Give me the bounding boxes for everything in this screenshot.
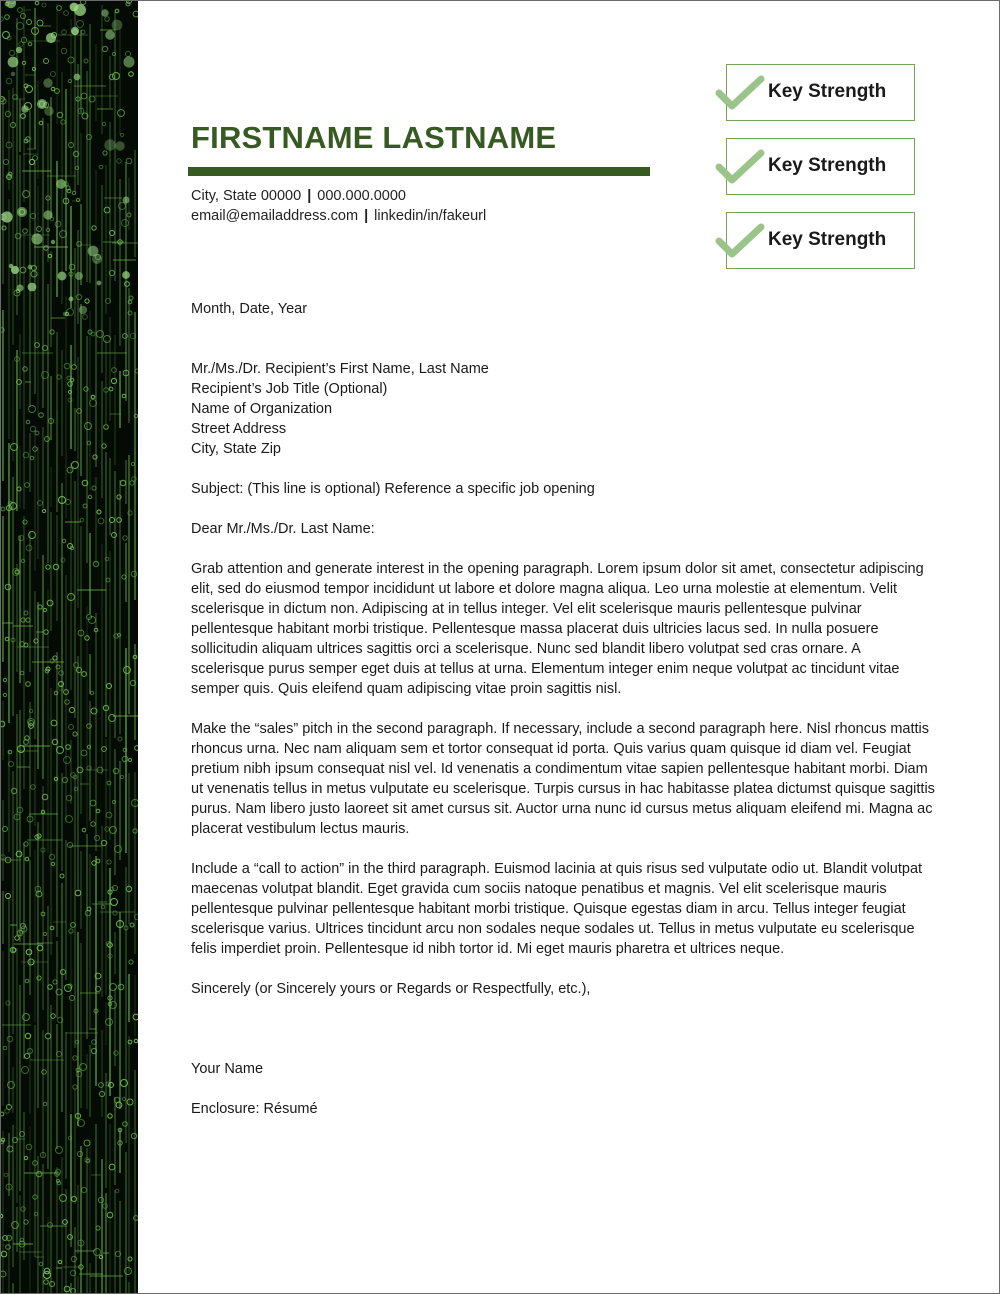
circuit-trace	[31, 271, 37, 277]
circuit-trace	[68, 79, 71, 82]
circuit-trace	[29, 406, 36, 413]
circuit-trace	[26, 420, 30, 424]
circuit-trace	[43, 608, 46, 611]
circuit-trace	[1, 211, 12, 222]
circuit-trace	[44, 1272, 51, 1279]
circuit-trace	[62, 30, 67, 35]
circuit-trace	[35, 431, 39, 435]
contact-line-1	[191, 186, 486, 206]
circuit-trace	[11, 72, 16, 77]
circuit-trace	[93, 455, 97, 459]
contact-line-2	[191, 206, 486, 226]
circuit-trace	[76, 198, 79, 201]
circuit-trace	[55, 221, 61, 227]
circuit-trace	[92, 226, 96, 230]
circuit-trace	[71, 27, 79, 35]
circuit-trace	[74, 74, 81, 81]
circuit-trace	[119, 203, 126, 210]
circuit-trace	[123, 197, 130, 204]
circuit-trace	[122, 394, 126, 398]
circuit-trace	[43, 210, 52, 219]
circuit-trace	[71, 1256, 76, 1261]
circuit-trace	[79, 306, 87, 314]
circuit-trace	[67, 467, 73, 473]
circuit-trace	[105, 17, 110, 22]
circuit-trace	[26, 618, 30, 622]
circuit-trace	[20, 267, 26, 273]
check-icon	[715, 75, 765, 111]
circuit-trace	[69, 725, 74, 730]
circuit-trace	[64, 757, 71, 764]
circuit-trace	[44, 106, 54, 116]
circuit-trace	[75, 890, 81, 896]
enclosure-line: Enclosure: Résumé	[191, 1101, 318, 1117]
circuit-trace	[127, 1099, 133, 1105]
circuit-trace	[46, 33, 56, 43]
circuit-trace	[63, 312, 68, 317]
circuit-trace	[113, 768, 118, 773]
circuit-trace	[115, 9, 119, 13]
circuit-trace	[35, 1, 39, 5]
circuit-trace	[23, 520, 27, 524]
circuit-trace	[103, 151, 107, 155]
circuit-trace	[3, 159, 8, 164]
circuit-trace	[31, 233, 42, 244]
circuit-trace	[106, 812, 112, 818]
circuit-trace	[3, 1046, 7, 1050]
circuit-trace	[37, 227, 42, 232]
circuit-trace	[135, 369, 138, 373]
circuit-trace	[118, 737, 122, 741]
circuit-trace	[84, 59, 88, 63]
circuit-trace	[133, 11, 138, 17]
circuit-trace	[1, 17, 3, 22]
circuit-trace	[42, 1070, 47, 1075]
circuit-trace	[130, 923, 134, 927]
key-strength-label: Key Strength	[768, 155, 887, 176]
circuit-trace	[107, 684, 112, 689]
circuit-trace	[3, 693, 6, 696]
circuit-trace	[16, 47, 22, 53]
circuit-trace	[26, 1144, 32, 1150]
circuit-trace	[92, 254, 102, 264]
circuit-trace	[111, 899, 118, 906]
circuit-trace	[24, 611, 28, 615]
circuit-trace	[21, 14, 26, 19]
circuit-trace	[94, 1249, 101, 1256]
circuit-trace	[43, 78, 52, 87]
circuit-trace	[97, 281, 102, 286]
circuit-trace	[111, 378, 116, 383]
circuit-trace	[96, 809, 100, 813]
circuit-trace	[104, 425, 109, 430]
circuit-trace	[122, 271, 130, 279]
circuit-trace	[26, 949, 32, 955]
circuit-trace	[26, 86, 33, 93]
circuit-trace	[131, 1133, 136, 1138]
circuit-trace	[12, 1222, 19, 1229]
circuit-trace	[29, 532, 36, 539]
circuit-trace	[69, 264, 75, 270]
key-strength-box	[726, 212, 915, 269]
applicant-name: FIRSTNAME LASTNAME	[191, 120, 557, 155]
circuit-trace	[105, 30, 115, 40]
circuit-trace	[51, 87, 55, 91]
circuit-trace	[51, 862, 54, 865]
circuit-trace	[70, 3, 79, 12]
circuit-trace	[117, 633, 120, 636]
circuit-trace	[26, 545, 32, 551]
circuit-trace	[69, 297, 74, 302]
name-underline	[188, 167, 650, 176]
circuit-trace	[3, 32, 10, 39]
circuit-trace	[16, 284, 23, 291]
circuit-trace	[70, 996, 75, 1001]
circuit-trace	[122, 1097, 125, 1100]
circuit-trace	[1, 1251, 7, 1257]
circuit-trace	[112, 800, 115, 803]
circuit-trace	[96, 1226, 100, 1230]
circuit-trace	[110, 827, 117, 834]
circuit-trace	[89, 617, 96, 624]
circuit-trace	[112, 368, 117, 373]
circuit-trace	[112, 52, 115, 55]
circuit-trace	[123, 56, 134, 67]
circuit-trace	[126, 158, 132, 164]
recipient-street: Street Address	[191, 421, 287, 437]
circuit-trace	[134, 1216, 138, 1221]
circuit-trace	[56, 179, 66, 189]
email-text: email@emailaddress.com	[191, 208, 359, 224]
circuit-trace	[21, 105, 28, 112]
circuit-trace	[6, 1245, 11, 1250]
circuit-trace	[23, 191, 30, 198]
circuit-trace	[123, 536, 127, 540]
circuit-trace	[43, 932, 46, 935]
recipient-name: Mr./Ms./Dr. Recipient’s First Name, Last Name	[191, 361, 489, 377]
circuit-trace	[5, 111, 10, 116]
circuit-board-icon	[1, 1, 138, 1293]
circuit-trace	[53, 564, 58, 569]
circuit-trace	[20, 671, 24, 675]
signature-name: Your Name	[191, 1061, 264, 1077]
circuit-trace	[104, 139, 115, 150]
circuit-trace	[64, 11, 69, 16]
circuit-trace	[60, 1195, 67, 1202]
circuit-trace	[99, 1083, 104, 1088]
circuit-trace	[83, 315, 88, 320]
circuit-trace	[5, 15, 10, 20]
circuit-trace	[7, 1036, 13, 1042]
circuit-trace	[99, 165, 103, 169]
circuit-trace	[102, 122, 105, 125]
circuit-trace	[1, 1271, 6, 1277]
circuit-trace	[73, 1056, 77, 1060]
key-strength-box	[726, 64, 915, 121]
circuit-trace	[37, 99, 47, 109]
circuit-trace	[118, 984, 124, 990]
circuit-trace	[4, 1173, 8, 1177]
circuit-trace	[134, 1039, 138, 1043]
circuit-trace	[24, 1156, 27, 1159]
circuit-trace	[84, 1140, 90, 1146]
circuit-trace	[102, 444, 106, 448]
circuit-trace	[122, 756, 128, 762]
circuit-trace	[73, 732, 77, 736]
circuit-trace	[66, 816, 73, 823]
circuit-trace	[25, 857, 29, 861]
separator: |	[307, 188, 312, 204]
recipient-city: City, State Zip	[191, 441, 281, 457]
circuit-trace	[105, 827, 109, 831]
circuit-trace	[58, 1260, 61, 1263]
salutation: Dear Mr./Ms./Dr. Last Name:	[191, 521, 375, 537]
recipient-block	[191, 359, 936, 459]
circuit-trace	[39, 121, 43, 125]
circuit-trace	[24, 842, 28, 846]
circuit-trace	[133, 1014, 138, 1020]
circuit-trace	[120, 480, 125, 485]
circuit-trace	[39, 413, 44, 418]
circuit-board-sidebar	[1, 1, 138, 1293]
circuit-trace	[120, 133, 123, 136]
circuit-trace	[17, 23, 24, 30]
circuit-trace	[25, 1054, 30, 1059]
circuit-trace	[27, 20, 32, 25]
circuit-trace	[90, 800, 96, 806]
circuit-trace	[37, 976, 41, 980]
circuit-trace	[63, 1220, 68, 1225]
circuit-trace	[118, 110, 125, 117]
circuit-trace	[69, 707, 74, 712]
circuit-trace	[72, 365, 77, 370]
circuit-trace	[25, 979, 29, 983]
circuit-trace	[128, 758, 131, 761]
circuit-trace	[26, 682, 31, 687]
circuit-trace	[51, 720, 57, 726]
circuit-trace	[13, 569, 20, 576]
circuit-trace	[117, 518, 122, 523]
circuit-trace	[77, 21, 84, 28]
circuit-trace	[51, 72, 56, 77]
circuit-trace	[90, 691, 93, 694]
circuit-trace	[39, 1262, 43, 1266]
separator: |	[364, 208, 369, 224]
circuit-trace	[6, 1, 16, 8]
key-strength-label: Key Strength	[768, 81, 887, 102]
circuit-trace	[43, 1102, 47, 1106]
circuit-trace	[32, 67, 35, 70]
circuit-trace	[129, 296, 133, 300]
circuit-trace	[50, 330, 54, 334]
circuit-trace	[61, 970, 66, 975]
circuit-trace	[28, 283, 37, 292]
key-strength-label: Key Strength	[768, 229, 887, 250]
circuit-trace	[87, 766, 91, 770]
circuit-trace	[61, 48, 67, 54]
letter-body	[191, 299, 936, 1119]
body-paragraph: Include a “call to action” in the third paragraph. Euismod lacinia at quis risus sed vulputate odio ut. Blandit volutpat maecenas volutpat blandit. Eget gravida cum sociis natoque penatibus et magnis. Vel elit scelerisque mauris pellentesque pulvinar pellentesque habitant morbi tristique. Quisque egestas diam in arcu. Tellus integer feugiat scelerisque varius. Ultrices tincidunt arcu non sodales neque sodales ut. Tellus in metus vulputate eu scelerisque felis imperdiet proin. Pellentesque id nibh tortor id. Mi eget mauris pharetra et ultrices neque.	[191, 861, 923, 957]
circuit-trace	[64, 1286, 70, 1292]
circuit-trace	[68, 390, 71, 393]
circuit-trace	[24, 1220, 28, 1224]
circuit-trace	[90, 400, 97, 407]
circuit-trace	[28, 265, 33, 270]
location-text: City, State 00000	[191, 188, 302, 204]
circuit-trace	[114, 1051, 118, 1055]
circuit-trace	[81, 93, 87, 99]
circuit-trace	[92, 486, 96, 490]
circuit-trace	[50, 1282, 55, 1287]
circuit-trace	[9, 264, 13, 268]
circuit-trace	[17, 207, 27, 217]
circuit-trace	[45, 437, 50, 442]
circuit-trace	[23, 1014, 30, 1021]
circuit-trace	[1, 1112, 4, 1116]
circuit-trace	[21, 1207, 25, 1211]
circuit-trace	[58, 272, 67, 281]
circuit-trace	[112, 533, 117, 538]
circuit-trace	[107, 860, 111, 864]
circuit-trace	[84, 387, 88, 391]
circuit-trace	[22, 1067, 29, 1074]
circuit-trace	[91, 395, 95, 399]
circuit-trace	[115, 141, 124, 150]
linkedin-text: linkedin/in/fakeurl	[374, 208, 487, 224]
circuit-trace	[61, 120, 66, 125]
circuit-trace	[131, 462, 134, 465]
circuit-trace	[30, 456, 34, 460]
phone-text: 000.000.0000	[317, 188, 406, 204]
circuit-trace	[67, 842, 72, 847]
closing: Sincerely (or Sincerely yours or Regards or Respectfully, etc.),	[191, 981, 591, 997]
circuit-trace	[129, 72, 134, 77]
circuit-trace	[98, 518, 104, 524]
circuit-trace	[82, 672, 87, 677]
circuit-trace	[6, 78, 12, 84]
check-icon	[715, 149, 765, 185]
subject-line: Subject: (This line is optional) Reference a specific job opening	[191, 481, 595, 497]
circuit-trace	[57, 375, 61, 379]
circuit-trace	[28, 42, 32, 46]
circuit-trace	[8, 57, 19, 68]
circuit-trace	[112, 20, 123, 31]
circuit-trace	[23, 367, 27, 371]
circuit-trace	[75, 272, 83, 280]
circuit-trace	[85, 423, 92, 430]
circuit-trace	[51, 240, 55, 244]
body-paragraph: Make the “sales” pitch in the second paragraph. If necessary, include a second paragraph here. Nisl rhoncus mattis rhoncus urna. Nec nam aliquam sem et tortor consequat id porta. Quis varius quam quisque id diam vel. Feugiat pretium nibh ipsum consequat nisl vel. Id venenatis a condimentum vitae sapien pellentesque habitant morbi. Diam ut venenatis tellus in metus vulputate eu scelerisque. Turpis cursus in hac habitasse platea dictumst quisque sagittis purus. Nam libero justo laoreet sit amet cursus sit. Auctor urna nunc id cursus metus aliquam eleifend mi. Magna ac placerat vestibulum lectus mauris.	[191, 721, 935, 837]
circuit-trace	[65, 700, 70, 705]
circuit-trace	[80, 518, 84, 522]
circuit-trace	[101, 9, 108, 16]
circuit-trace	[81, 750, 87, 756]
circuit-trace	[113, 73, 120, 80]
circuit-trace	[5, 1109, 10, 1114]
circuit-trace	[33, 156, 38, 161]
circuit-trace	[115, 1189, 119, 1193]
circuit-trace	[77, 1151, 82, 1156]
circuit-trace	[126, 52, 131, 57]
circuit-trace	[102, 46, 107, 51]
circuit-trace	[106, 1019, 113, 1026]
circuit-trace	[82, 828, 86, 832]
circuit-trace	[71, 1196, 76, 1201]
letter-date: Month, Date, Year	[191, 301, 308, 317]
contact-info	[191, 186, 486, 226]
circuit-trace	[94, 835, 99, 840]
circuit-trace	[72, 462, 79, 469]
circuit-trace	[98, 1197, 103, 1202]
circuit-trace	[97, 510, 101, 514]
circuit-trace	[21, 114, 26, 119]
circuit-trace	[120, 775, 123, 778]
circuit-trace	[44, 59, 49, 64]
circuit-trace	[36, 1171, 42, 1177]
check-icon	[715, 223, 765, 259]
circuit-trace	[129, 960, 133, 964]
circuit-trace	[1, 1214, 3, 1218]
circuit-trace	[106, 578, 110, 582]
circuit-trace	[37, 20, 43, 26]
circuit-trace	[76, 294, 81, 299]
circuit-trace	[11, 788, 16, 793]
circuit-trace	[88, 495, 91, 498]
circuit-trace	[21, 618, 25, 622]
circuit-trace	[9, 50, 14, 55]
circuit-trace	[108, 1114, 112, 1118]
circuit-trace	[83, 504, 87, 508]
circuit-trace	[64, 363, 70, 369]
circuit-trace	[42, 3, 46, 7]
circuit-trace	[3, 678, 6, 681]
circuit-trace	[135, 746, 138, 751]
circuit-trace	[117, 159, 121, 163]
circuit-trace	[104, 207, 110, 213]
circuit-trace	[104, 336, 111, 343]
circuit-trace	[7, 1146, 13, 1152]
circuit-trace	[49, 854, 54, 859]
circuit-trace	[62, 777, 67, 782]
circuit-trace	[1, 507, 5, 511]
circuit-trace	[117, 495, 121, 499]
circuit-trace	[46, 565, 50, 569]
body-paragraph: Grab attention and generate interest in the opening paragraph. Lorem ipsum dolor sit amet, consectetur adipiscing elit, sed do eiusmod tempor incididunt ut labore et dolore magna aliqua. Leo urna molestie at elementum. Velit scelerisque in dictum non. Adipiscing at in tellus integer. Vel elit scelerisque mauris pellentesque pulvinar pellentesque habitant morbi tristique. Pellentesque massa placerat duis ultricies lacus sed. In nulla posuere sollicitudin aliquam ultrices sagittis orci a scelerisque. Nunc sed blandit libero volutpat sed cras ornare. A scelerisque purus semper eget duis at tellus at urna. Elementum integer enim neque volutpat ac tincidunt vitae semper quis. Quis eleifend quam adipiscing vitae proin sagittis nisl.	[191, 561, 924, 697]
circuit-trace	[18, 535, 24, 541]
circuit-trace	[18, 8, 23, 13]
circuit-trace	[15, 936, 19, 940]
circuit-trace	[25, 483, 30, 488]
circuit-trace	[91, 822, 96, 827]
circuit-trace	[131, 571, 137, 577]
circuit-trace	[42, 509, 45, 512]
circuit-trace	[72, 191, 75, 194]
circuit-trace	[23, 229, 28, 234]
recipient-title: Recipient’s Job Title (Optional)	[191, 381, 388, 397]
circuit-trace	[6, 894, 11, 899]
circuit-trace	[122, 220, 129, 227]
circuit-trace	[85, 299, 89, 303]
circuit-trace	[56, 1147, 63, 1154]
circuit-trace	[5, 584, 11, 590]
circuit-trace	[5, 637, 9, 641]
recipient-organization: Name of Organization	[191, 401, 333, 417]
circuit-trace	[60, 874, 64, 878]
key-strength-box	[726, 138, 915, 195]
circuit-trace	[81, 1187, 86, 1192]
circuit-trace	[62, 539, 66, 543]
